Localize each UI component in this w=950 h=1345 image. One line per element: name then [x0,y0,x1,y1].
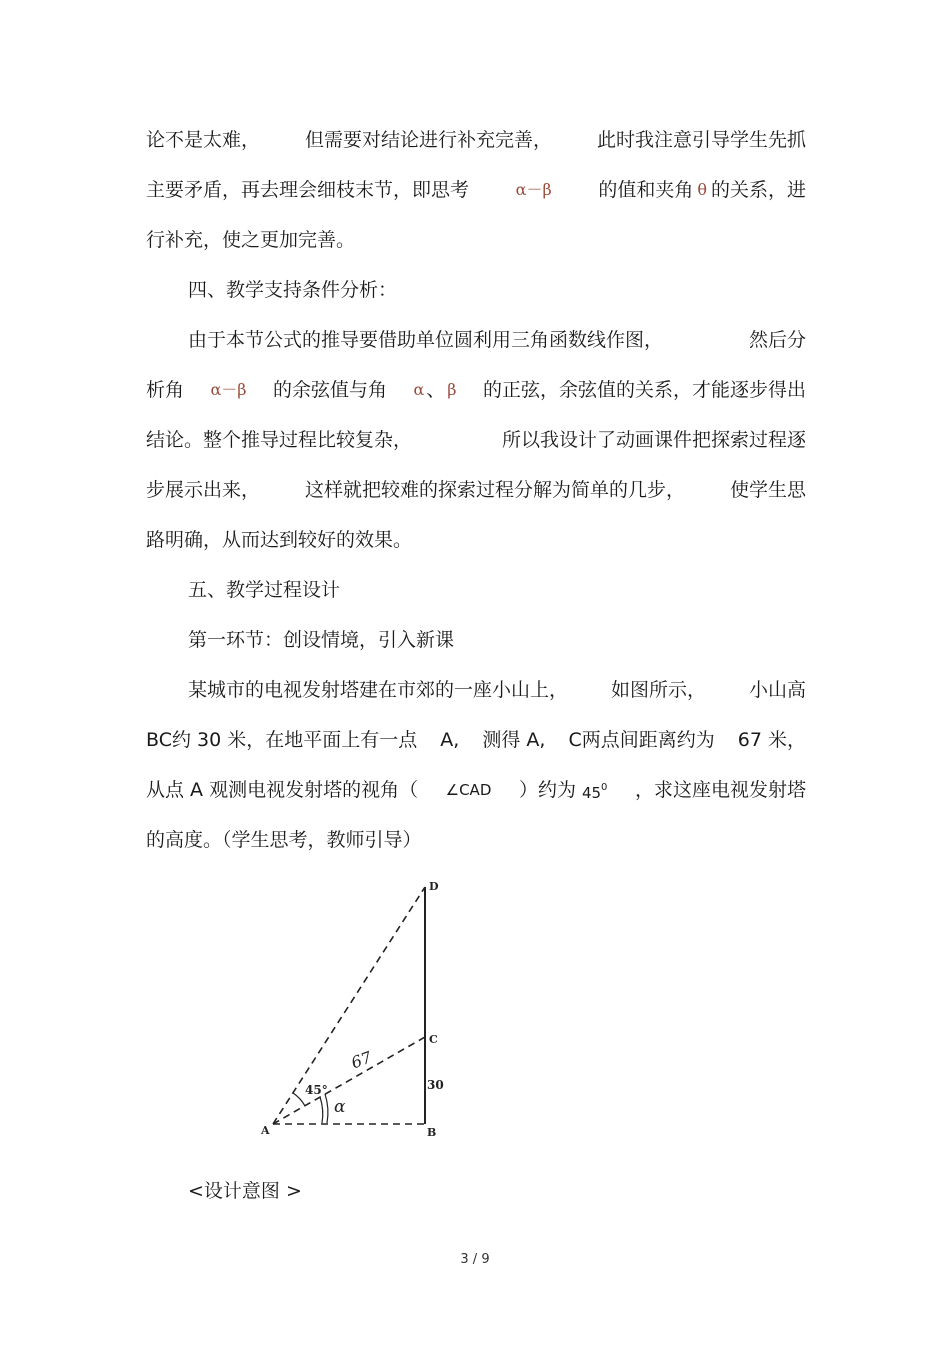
text-line [146,175,806,205]
angle-notation: ∠CAD [445,781,492,799]
text-segment: 如图所示， [610,679,706,701]
text-segment: 步展示出来， [146,479,261,501]
text-segment: 然后分 [748,329,806,351]
text-segment: BC约 30 米，在地平面上有一点 [146,729,418,751]
label-angle-cab: α [334,1097,346,1117]
text-line [146,375,806,405]
text-segment: 论不是太难， [146,129,261,151]
label-angle-cad: 45° [305,1083,328,1097]
text-line [146,425,806,455]
text-segment: 路明确，从而达到较好的效果。 [146,529,413,551]
design-note [188,1176,806,1206]
text-segment: 析角 [146,379,185,401]
text-line [146,525,806,555]
angle-arc-cab [325,1094,328,1123]
page-number: 3 / 9 [460,1252,490,1267]
label-c: C [429,1033,438,1046]
text-segment: 行补充，使之更加完善。 [146,229,356,251]
math-symbol: α [413,380,425,399]
text-line [146,825,806,855]
line-ac [273,1037,425,1124]
triangle-figure [255,872,455,1147]
text-segment: ，求这座电视发射塔 [634,779,806,801]
angle-arc-cab-inner [320,1097,323,1123]
heading-text: 第一环节：创设情境，引入新课 [188,629,455,651]
text-segment: C两点间距离约为 [568,729,715,751]
math-symbol: β [447,380,457,399]
text-line [146,125,806,155]
text-line [146,725,806,755]
text-segment: 测得 A, [482,729,546,751]
label-b: B [427,1126,437,1139]
text-line [146,475,806,505]
text-segment: 某城市的电视发射塔建在市郊的一座小山上， [188,679,569,701]
math-symbol: α－β [515,180,552,199]
section-heading [188,575,806,605]
heading-text: 四、教学支持条件分析： [188,279,398,301]
text-line [146,225,806,255]
math-symbol: θ [697,180,707,199]
label-bc: 30 [427,1078,444,1092]
text-segment: 结论。整个推导过程比较复杂， [146,429,413,451]
text-segment: 所以我设计了动画课件把探索过程逐 [501,429,806,451]
text-segment: A, [440,729,460,751]
text-segment: 的关系，进 [710,179,806,201]
subsection-heading [188,625,806,655]
text-segment: 从点 A 观测电视发射塔的视角（ [146,779,419,801]
text-segment: 、 [426,379,446,401]
math-symbol: α－β [210,380,247,399]
text-segment: 但需要对结论进行补充完善， [304,129,552,151]
angle-arc-cad [293,1093,305,1106]
degree-value: $45^0$ [581,781,608,802]
text-segment: 此时我注意引导学生先抓 [596,129,806,151]
text-segment: 的高度。（学生思考，教师引导） [146,829,422,851]
text-segment: 使学生思 [729,479,806,501]
label-d: D [429,880,439,893]
heading-text: 五、教学过程设计 [188,579,341,601]
label-ac: 67 [348,1047,375,1073]
design-note-text: <设计意图 > [188,1180,302,1202]
text-segment: ）约为 [518,779,576,801]
text-line [188,325,806,355]
text-segment: 的余弦值与角 [272,379,387,401]
section-heading [188,275,806,305]
text-segment: 主要矛盾，再去理会细枝末节，即思考 [146,179,470,201]
text-segment: 67 米， [737,729,806,751]
text-segment: 这样就把较难的探索过程分解为简单的几步， [304,479,685,501]
label-a: A [261,1124,270,1137]
line-ad [273,887,425,1124]
text-segment: 由于本节公式的推导要借助单位圆利用三角函数线作图， [188,329,664,351]
text-line [146,775,806,805]
text-line [188,675,806,705]
text-segment: 的正弦，余弦值的关系，才能逐步得出 [482,379,806,401]
text-segment: 小山高 [748,679,806,701]
text-segment: 的值和夹角 [598,179,694,201]
